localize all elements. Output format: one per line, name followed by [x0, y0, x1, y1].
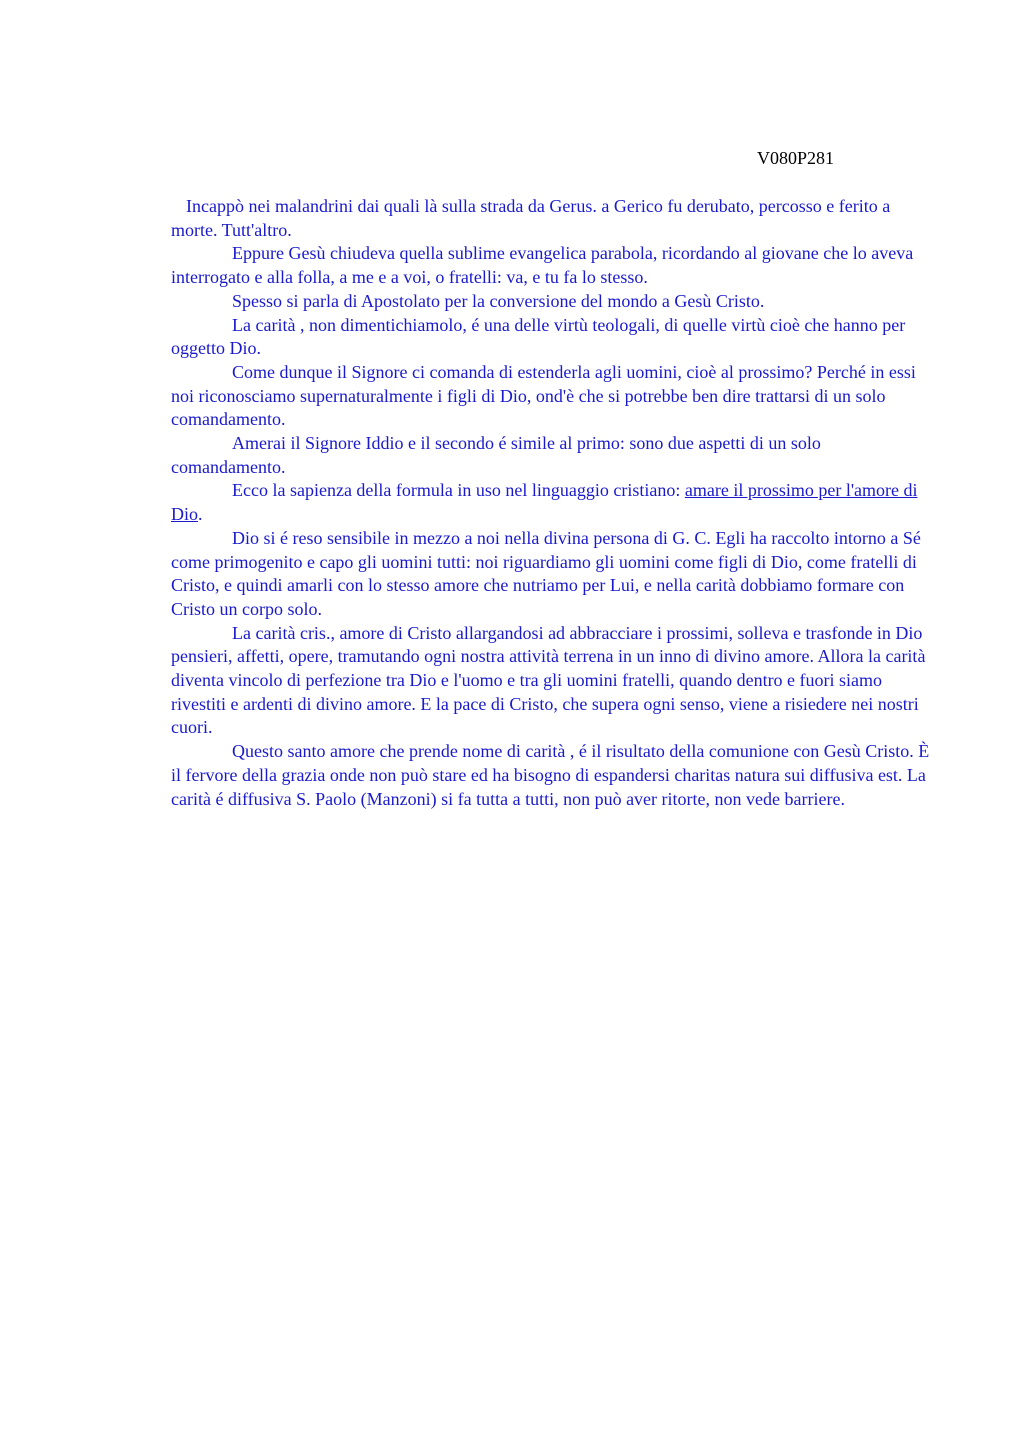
- paragraph-8: Dio si é reso sensibile in mezzo a noi nella divina persona di G. C. Egli ha raccolto intorno a Sé come primogenito e capo gli uomini tutti: noi riguardiamo gli uomini come figli di Dio, come fratelli di Cristo, e quindi amarli con lo stesso amore che nutriamo per Lui, e nella carità dobbiamo formare con Cristo un corpo solo.: [171, 527, 921, 619]
- paragraph-5: Come dunque il Signore ci comanda di estenderla agli uomini, cioè al prossimo? Perché in essi noi riconosciamo supernaturalmente i figli di Dio, ond'è che si potrebbe ben dire trattarsi di un solo comandamento.: [171, 361, 916, 430]
- paragraph-1: Incappò nei malandrini dai quali là sulla strada da Gerus. a Gerico fu derubato, percosso e ferito a morte. Tutt'altro.: [171, 196, 891, 240]
- page-code: V080P281: [757, 148, 835, 168]
- underlined-phrase: amare il prossimo per l'amore di Dio: [171, 480, 918, 525]
- paragraph-7: [171, 479, 931, 526]
- paragraph-7-text: Ecco la sapienza della formula in uso nel linguaggio cristiano:: [232, 480, 685, 501]
- document-body: [171, 195, 931, 811]
- paragraph-7-end: .: [198, 504, 203, 525]
- paragraph-3: Spesso si parla di Apostolato per la conversione del mondo a Gesù Cristo.: [232, 290, 765, 311]
- paragraph-6: Amerai il Signore Iddio e il secondo é simile al primo: sono due aspetti di un solo comandamento.: [171, 433, 821, 477]
- paragraph-9: La carità cris., amore di Cristo allargandosi ad abbracciare i prossimi, solleva e trasfonde in Dio pensieri, affetti, opere, tramutando ogni nostra attività terrena in un inno di divino amore. Allora la carità diventa vincolo di perfezione tra Dio e l'uomo e tra gli uomini fratelli, quando dentro e fuori siamo rivestiti e ardenti di divino amore. E la pace di Cristo, che supera ogni senso, viene a risiedere nei nostri cuori.: [171, 622, 926, 738]
- paragraph-10: Questo santo amore che prende nome di carità , é il risultato della comunione con Gesù Cristo. È il fervore della grazia onde non può stare ed ha bisogno di espandersi charitas natura sui diffusiva est. La carità é diffusiva S. Paolo (Manzoni) si fa tutta a tutti, non può aver ritorte, non vede barriere.: [171, 741, 930, 809]
- paragraph-2: Eppure Gesù chiudeva quella sublime evangelica parabola, ricordando al giovane che lo aveva interrogato e alla folla, a me e a voi, o fratelli: va, e tu fa lo stesso.: [171, 243, 914, 288]
- paragraph-4: La carità , non dimentichiamolo, é una delle virtù teologali, di quelle virtù cioè che hanno per oggetto Dio.: [171, 314, 906, 359]
